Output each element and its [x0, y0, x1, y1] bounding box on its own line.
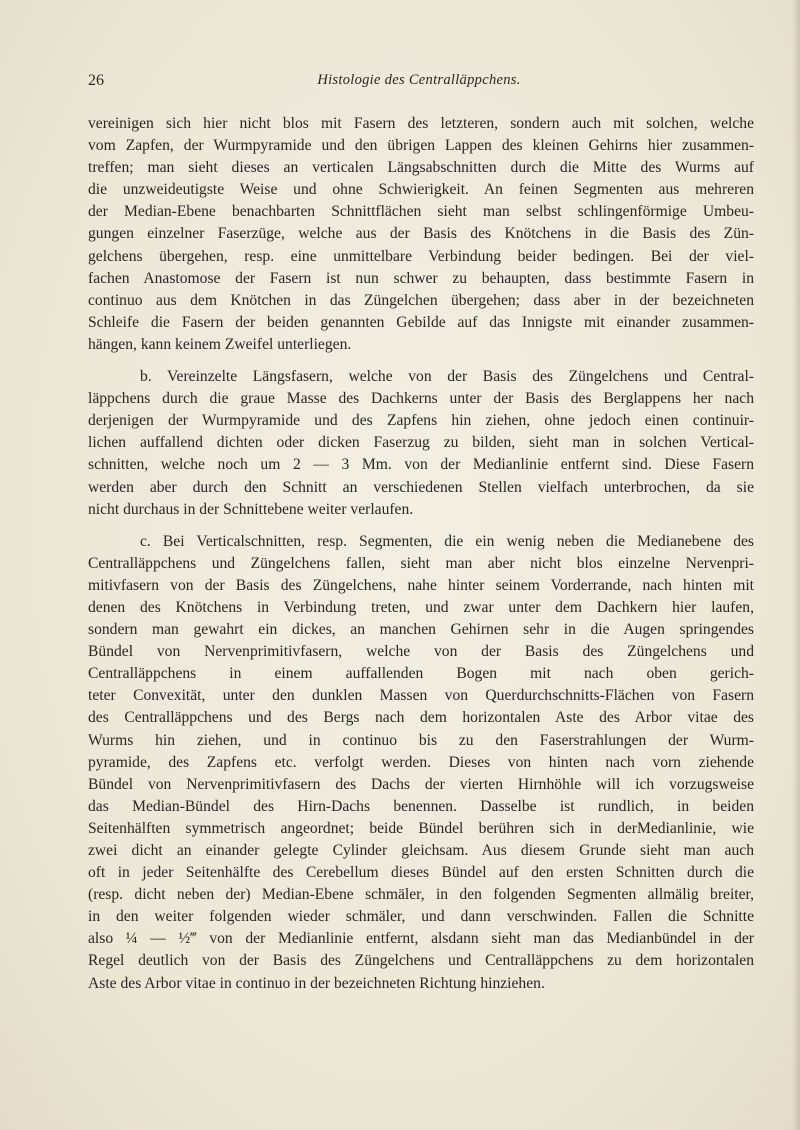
- text-line: denen des Knötchens in Verbindung treten, und zwar unter dem Dachkern hier laufen,: [88, 598, 754, 616]
- text-line: lichen auffallend dichten oder dicken Faserzug zu bilden, sieht man in solchen Vertical-: [88, 434, 754, 452]
- paragraph-b: [88, 366, 754, 521]
- text-line: teter Convexität, unter den dunklen Massen von Querdurchschnitts-Flächen von Fasern: [88, 687, 754, 705]
- text-line: vom Zapfen, der Wurmpyramide und den übrigen Lappen des kleinen Gehirns hier zusammen-: [88, 137, 754, 155]
- page-header: [88, 72, 750, 94]
- text-line: (resp. dicht neben der) Median-Ebene schmäler, in den folgenden Segmenten allmälig breiter,: [88, 886, 754, 904]
- text-line: b. Vereinzelte Längsfasern, welche von der Basis des Züngelchens und Central-: [140, 368, 754, 386]
- text-line: Bündel von Nervenprimitivfasern des Dachs der vierten Hirnhöhle will ich vorzugsweise: [88, 775, 754, 793]
- text-line: gungen einzelner Faserzüge, welche aus der Basis des Knötchens in die Basis des Zün-: [88, 225, 754, 243]
- text-line: schnitten, welche noch um 2 — 3 Mm. von der Medianlinie entfernt sind. Diese Fasern: [88, 456, 754, 474]
- text-line: Seitenhälften symmetrisch angeordnet; beide Bündel berühren sich in derMedianlinie, wie: [88, 819, 754, 837]
- page-edge-shadow: [792, 0, 800, 1130]
- text-line: Aste des Arbor vitae in continuo in der bezeichneten Richtung hinziehen.: [88, 974, 545, 992]
- text-line: hängen, kann keinem Zweifel unterliegen.: [88, 335, 352, 353]
- body-text: [88, 113, 754, 1005]
- text-line: also ¼ — ½‴ von der Medianlinie entfernt, alsdann sieht man das Medianbündel in der: [88, 930, 754, 948]
- text-line: der Median-Ebene benachbarten Schnittflächen sieht man selbst schlingenförmige Umbeu-: [88, 203, 754, 221]
- text-line: derjenigen der Wurmpyramide und des Zapfens hin ziehen, ohne jedoch einen continuir-: [88, 412, 754, 430]
- text-line: Centralläppchens und Züngelchens fallen, sieht man aber nicht blos einzelne Nervenpri-: [88, 554, 754, 572]
- text-line: nicht durchaus in der Schnittebene weiter verlaufen.: [88, 500, 414, 518]
- paragraph-c: [88, 531, 754, 995]
- text-line: pyramide, des Zapfens etc. verfolgt werden. Dieses von hinten nach vorn ziehende: [88, 753, 754, 771]
- text-line: Wurms hin ziehen, und in continuo bis zu den Faserstrahlungen der Wurm-: [88, 731, 754, 749]
- text-line: in den weiter folgenden wieder schmäler, und dann verschwinden. Fallen die Schnitte: [88, 908, 754, 926]
- text-line: treffen; man sieht dieses an verticalen Längsabschnitten durch die Mitte des Wurms auf: [88, 159, 754, 177]
- text-line: Centralläppchens in einem auffallenden Bogen mit nach oben gerich-: [88, 665, 754, 683]
- text-line: das Median-Bündel des Hirn-Dachs benennen. Dasselbe ist rundlich, in beiden: [88, 797, 754, 815]
- text-line: mitivfasern von der Basis des Züngelchens, nahe hinter seinem Vorderrande, nach hinten mit: [88, 576, 754, 594]
- text-line: des Centralläppchens und des Bergs nach dem horizontalen Aste des Arbor vitae des: [88, 709, 754, 727]
- page-number: 26: [88, 72, 104, 89]
- text-line: fachen Anastomose der Fasern ist nun schwer zu behaupten, dass bestimmte Fasern in: [88, 269, 754, 287]
- text-line: vereinigen sich hier nicht blos mit Fasern des letzteren, sondern auch mit solchen, welche: [88, 115, 754, 132]
- text-line: sondern man gewahrt ein dickes, an manchen Gehirnen sehr in die Augen springendes: [88, 621, 754, 639]
- running-head: Histologie des Centralläppchens.: [317, 72, 521, 88]
- text-line: zwei dicht an einander gelegte Cylinder gleichsam. Aus diesem Grunde sieht man auch: [88, 842, 754, 859]
- text-line: läppchens durch die graue Masse des Dachkerns unter der Basis des Berglappens her nach: [88, 390, 754, 408]
- paragraph-a: [88, 113, 754, 356]
- text-line: oft in jeder Seitenhälfte des Cerebellum dieses Bündel auf den ersten Schnitten durch die: [88, 864, 754, 882]
- text-line: werden aber durch den Schnitt an verschiedenen Stellen vielfach unterbrochen, da sie: [88, 478, 754, 496]
- text-line: Schleife die Fasern der beiden genannten Gebilde auf das Innigste mit einander zusammen-: [88, 313, 754, 331]
- text-line: Regel deutlich von der Basis des Züngelchens und Centralläppchens zu dem horizontalen: [88, 952, 754, 970]
- text-line: die unzweideutigste Weise und ohne Schwierigkeit. An feinen Segmenten aus mehreren: [88, 181, 754, 199]
- text-line: continuo aus dem Knötchen in das Züngelchen übergehen; dass aber in der bezeichneten: [88, 291, 754, 309]
- text-line: c. Bei Verticalschnitten, resp. Segmenten, die ein wenig neben die Medianebene des: [140, 532, 754, 550]
- text-line: Bündel von Nervenprimitivfasern, welche von der Basis des Züngelchens und: [88, 643, 754, 661]
- text-line: gelchens übergehen, resp. eine unmittelbare Verbindung beider bedingen. Bei der viel-: [88, 247, 754, 265]
